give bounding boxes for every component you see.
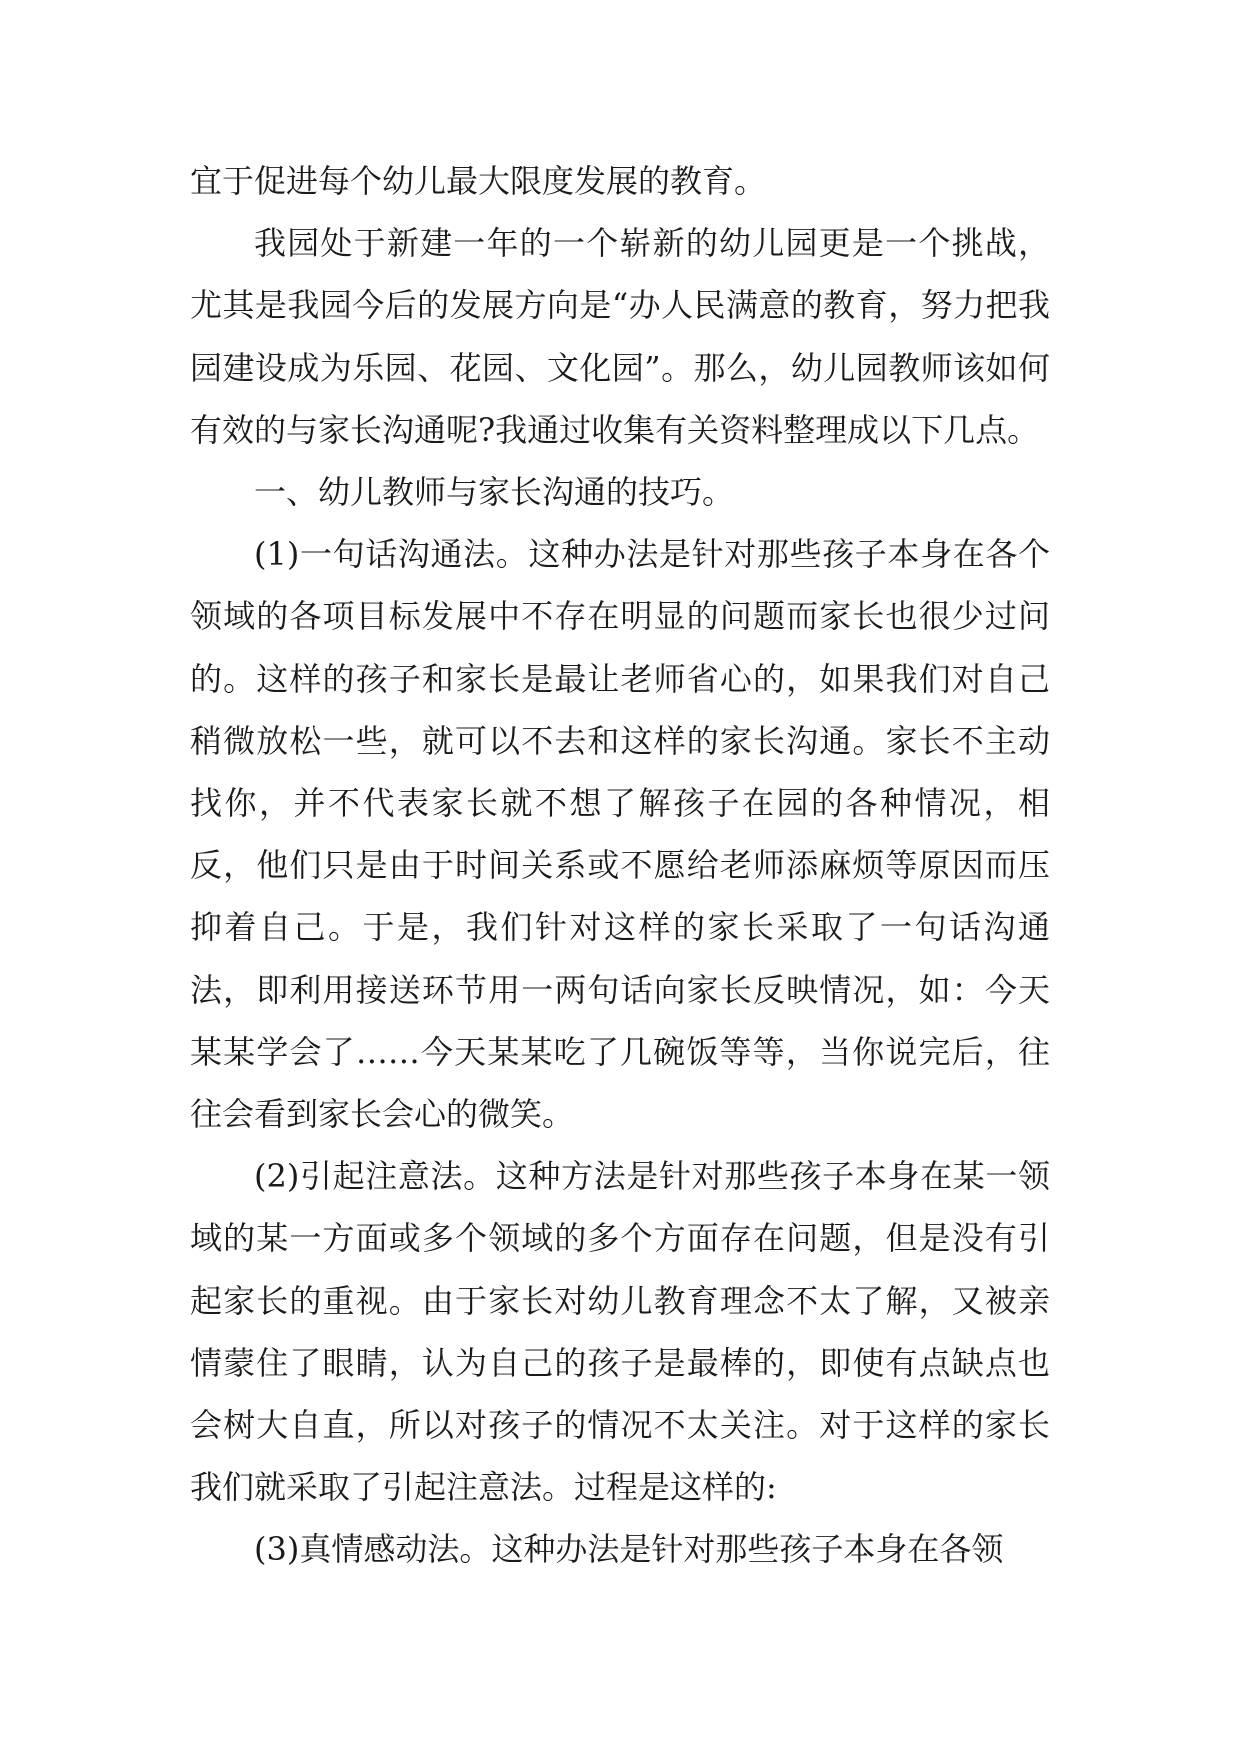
paragraph-method-2: (2)引起注意法。这种方法是针对那些孩子本身在某一领域的某一方面或多个领域的多个方面存在问题，但是没有引起家长的重视。由于家长对幼儿教育理念不太了解，又被亲情蒙住了眼睛，认为自己的孩子是最棒的，即使有点缺点也会树大自直，所以对孩子的情况不太关注。对于这样的家长我们就采取了引起注意法。过程是这样的: [190, 1157, 1050, 1507]
paragraph-2: 我园处于新建一年的一个崭新的幼儿园更是一个挑战，尤其是我园今后的发展方向是“办人民满意的教育，努力把我园建设成为乐园、花园、文化园”。那么，幼儿园教师该如何有效的与家长沟通呢?我通过收集有关资料整理成以下几点。 [190, 224, 1050, 449]
paragraph-method-3: (3)真情感动法。这种办法是针对那些孩子本身在各领 [254, 1530, 1004, 1569]
paragraph-method-1: (1)一句话沟通法。这种办法是针对那些孩子本身在各个领域的各项目标发展中不存在明显的问题而家长也很少过问的。这样的孩子和家长是最让老师省心的，如果我们对自己稍微放松一些，就可以不去和这样的家长沟通。家长不主动找你，并不代表家长就不想了解孩子在园的各种情况，相反，他们只是由于时间关系或不愿给老师添麻烦等原因而压抑着自己。于是，我们针对这样的家长采取了一句话沟通法，即利用接送环节用一两句话向家长反映情况，如：今天某某学会了……今天某某吃了几碗饭等等，当你说完后，往往会看到家长会心的微笑。 [190, 535, 1050, 1134]
document-body [190, 150, 1050, 1581]
paragraph-1: 宜于促进每个幼儿最大限度发展的教育。 [190, 162, 767, 200]
section-heading-1: 一、幼儿教师与家长沟通的技巧。 [254, 473, 735, 512]
